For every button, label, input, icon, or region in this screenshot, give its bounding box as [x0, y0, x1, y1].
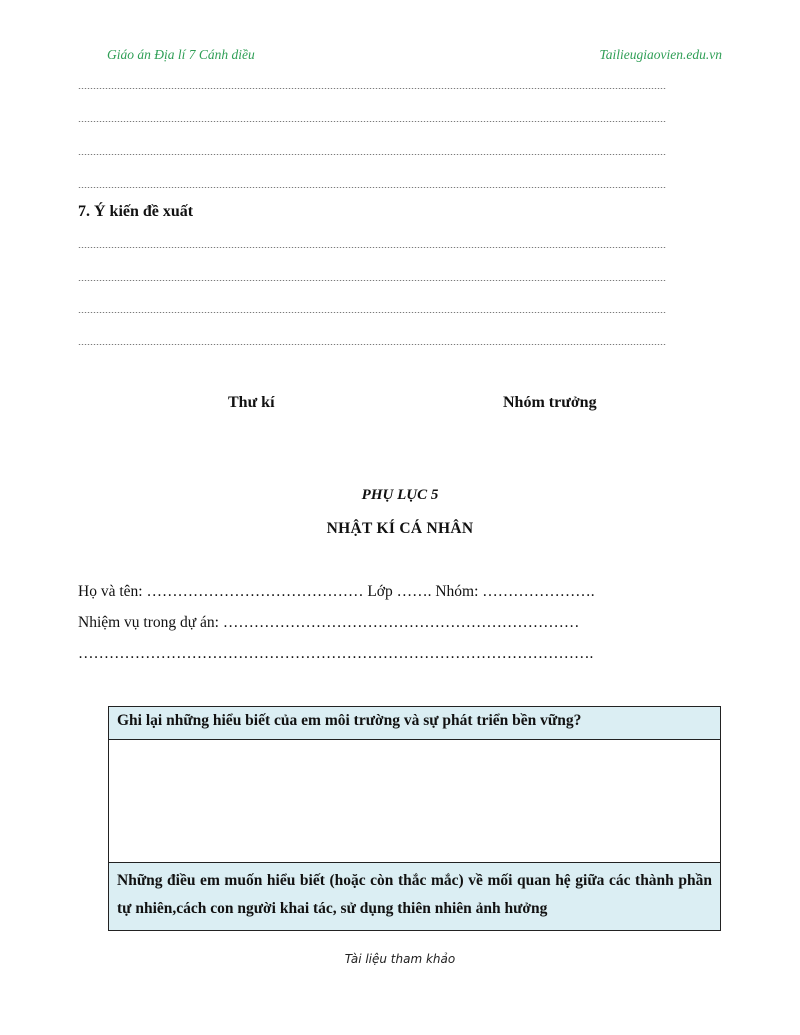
table-row-header-2: Những điều em muốn hiểu biết (hoặc còn thắc mắc) về mối quan hệ giữa các thành phần tự nhiên,cách con người khai tác, sử dụng thiên nhiên ảnh hưởng — [109, 863, 720, 930]
header-left-title: Giáo án Địa lí 7 Cánh diều — [107, 47, 255, 62]
form-line-continuation: ………………………………………………………………………………………. — [78, 645, 594, 662]
dotted-answer-line — [78, 88, 666, 89]
dotted-answer-line — [78, 312, 666, 313]
signature-group-leader: Nhóm trưởng — [503, 394, 597, 411]
table-row-header-1: Ghi lại những hiểu biết của em môi trường và sự phát triển bền vững? — [109, 707, 720, 740]
form-line-task: Nhiệm vụ trong dự án: …………………………………………………………… — [78, 614, 580, 631]
dotted-answer-line — [78, 247, 666, 248]
appendix-label: PHỤ LỤC 5 — [361, 487, 439, 503]
dotted-answer-line — [78, 344, 666, 345]
signature-secretary: Thư kí — [228, 394, 275, 411]
footer-text: Tài liệu tham khảo — [344, 952, 456, 966]
diary-table — [108, 706, 721, 931]
appendix-title: NHẬT KÍ CÁ NHÂN — [326, 520, 474, 537]
table-answer-cell — [109, 740, 720, 863]
dotted-answer-line — [78, 154, 666, 155]
header-right-site: Tailieugiaovien.edu.vn — [599, 47, 722, 62]
dotted-answer-line — [78, 280, 666, 281]
dotted-answer-line — [78, 121, 666, 122]
dotted-answer-line — [78, 187, 666, 188]
form-line-name-class-group: Họ và tên: …………………………………… Lớp ……. Nhóm: …………………. — [78, 583, 595, 600]
section-7-title: 7. Ý kiến đề xuất — [78, 203, 194, 220]
